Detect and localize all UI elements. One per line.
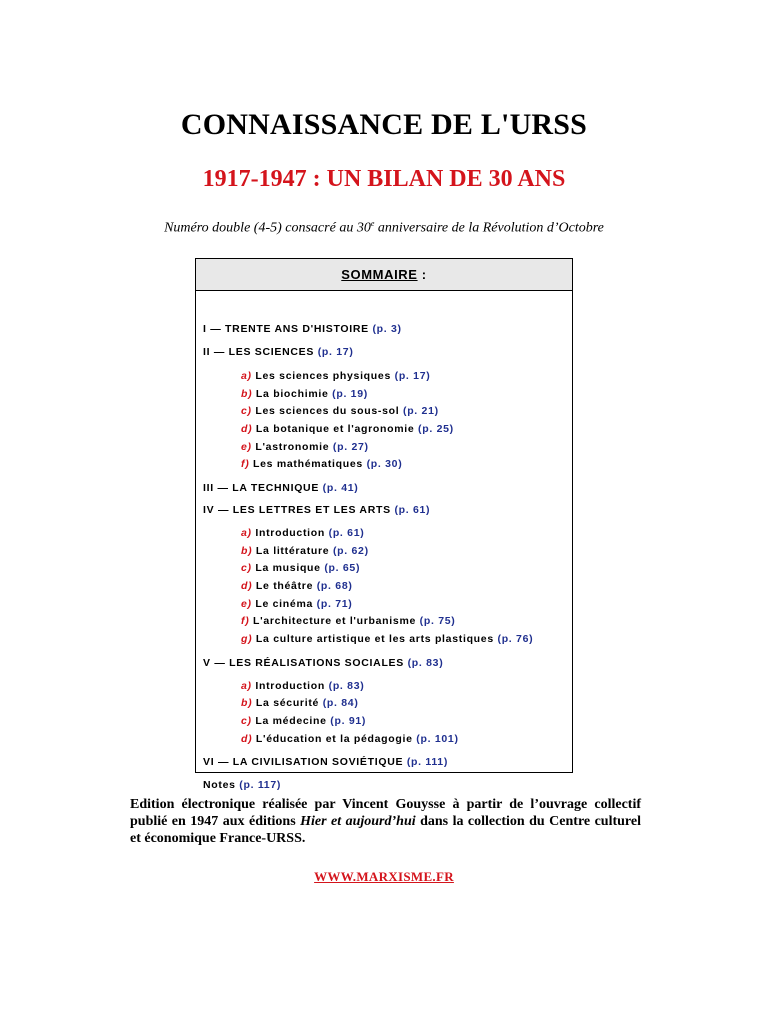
toc-entry[interactable]	[241, 562, 360, 574]
toc-entry-page-ref: (p. 27)	[332, 441, 369, 453]
table-of-contents	[195, 258, 573, 791]
toc-entry-page-ref: (p. 68)	[316, 580, 353, 592]
toc-entry-page-ref: (p. 101)	[416, 733, 459, 745]
toc-entry[interactable]	[241, 527, 364, 539]
toc-entry-page-ref: (p. 30)	[366, 458, 403, 470]
toc-entry-letter: f)	[241, 615, 250, 627]
toc-entry-page-ref: (p. 19)	[332, 388, 368, 400]
toc-entry-page-ref: (p. 61)	[328, 527, 365, 539]
toc-entry-title: La culture artistique et les arts plastiques	[252, 633, 498, 645]
toc-entry[interactable]	[241, 715, 366, 727]
toc-entry[interactable]	[241, 405, 439, 417]
toc-entry[interactable]	[203, 779, 281, 791]
toc-entry-letter: b)	[241, 388, 253, 400]
toc-entry-title: Introduction	[251, 527, 329, 539]
toc-entry-letter: d)	[241, 423, 253, 435]
toc-entry-page-ref: (p. 65)	[324, 562, 361, 574]
toc-header-label: SOMMAIRE	[341, 267, 418, 282]
toc-entry-title: La médecine	[251, 715, 331, 727]
toc-entry-title: II — LES SCIENCES	[203, 346, 318, 358]
toc-entry-title: Notes	[203, 779, 240, 791]
toc-header-colon: :	[417, 267, 427, 282]
toc-entry-title: Les sciences physiques	[251, 370, 395, 382]
toc-entry-letter: c)	[241, 562, 252, 574]
toc-entry-letter: e)	[241, 441, 252, 453]
toc-entry-letter: e)	[241, 598, 252, 610]
toc-entry-page-ref: (p. 83)	[328, 680, 365, 692]
toc-entry[interactable]	[203, 323, 402, 335]
dedication-after: anniversaire de la Révolution d’Octobre	[374, 220, 604, 236]
toc-entry[interactable]	[241, 580, 353, 592]
toc-entry-title: Introduction	[251, 680, 329, 692]
toc-entry[interactable]	[203, 756, 448, 768]
toc-entry[interactable]	[203, 482, 359, 494]
toc-entry[interactable]	[241, 598, 352, 610]
toc-entry-letter: g)	[241, 633, 253, 645]
toc-entry-title: La littérature	[252, 545, 333, 557]
toc-entry[interactable]	[241, 615, 455, 627]
document-subtitle: 1917-1947 : UN BILAN DE 30 ANS	[202, 166, 566, 192]
dedication-superscript: e	[370, 219, 375, 228]
toc-entry-page-ref: (p. 91)	[330, 715, 367, 727]
toc-entry-letter: d)	[241, 733, 253, 745]
toc-entry-page-ref: (p. 83)	[407, 657, 444, 669]
toc-entry-page-ref: (p. 61)	[394, 504, 431, 516]
toc-entry-title: V — LES RÉALISATIONS SOCIALES	[203, 657, 408, 669]
toc-entries	[196, 291, 572, 791]
toc-entry-title: La botanique et l'agronomie	[252, 423, 419, 435]
toc-entry-page-ref: (p. 76)	[497, 633, 534, 645]
website-link[interactable]: WWW.MARXISME.FR	[314, 869, 454, 884]
toc-entry-page-ref: (p. 41)	[322, 482, 359, 494]
toc-entry-title: L'astronomie	[251, 441, 333, 453]
toc-entry-page-ref: (p. 25)	[418, 423, 454, 435]
toc-entry-title: Les sciences du sous-sol	[251, 405, 403, 417]
toc-entry-page-ref: (p. 111)	[406, 756, 449, 768]
toc-entry-title: III — LA TECHNIQUE	[203, 482, 323, 494]
toc-entry-letter: c)	[241, 715, 252, 727]
toc-entry[interactable]	[203, 657, 443, 669]
toc-entry-letter: a)	[241, 370, 252, 382]
toc-entry-page-ref: (p. 84)	[322, 697, 359, 709]
toc-entry-title: Le théâtre	[252, 580, 317, 592]
toc-entry[interactable]	[241, 388, 368, 400]
toc-entry-page-ref: (p. 62)	[332, 545, 369, 557]
toc-entry-letter: f)	[241, 458, 250, 470]
toc-entry[interactable]	[241, 733, 459, 745]
toc-entry-title: La musique	[251, 562, 325, 574]
toc-entry-title: Le cinéma	[251, 598, 317, 610]
toc-entry[interactable]	[241, 680, 364, 692]
toc-entry-page-ref: (p. 75)	[419, 615, 456, 627]
colophon-part2: dans la collection du Centre culturel et économique France-URSS.	[130, 814, 641, 846]
toc-entry[interactable]	[241, 441, 369, 453]
toc-entry-title: Les mathématiques	[249, 458, 367, 470]
toc-entry-title: La sécurité	[252, 697, 323, 709]
toc-entry-page-ref: (p. 3)	[372, 323, 402, 335]
toc-entry-title: VI — LA CIVILISATION SOVIÉTIQUE	[203, 756, 407, 768]
toc-entry-page-ref: (p. 71)	[316, 598, 353, 610]
colophon	[130, 796, 641, 847]
toc-entry-title: L'éducation et la pédagogie	[252, 733, 417, 745]
toc-entry-letter: a)	[241, 680, 252, 692]
toc-entry-title: L'architecture et l'urbanisme	[249, 615, 420, 627]
toc-entry[interactable]	[203, 504, 430, 516]
toc-entry[interactable]	[241, 633, 533, 645]
toc-entry[interactable]	[241, 545, 369, 557]
toc-entry-letter: c)	[241, 405, 252, 417]
colophon-part1: Edition électronique réalisée par Vincent Gouysse à partir de l’ouvrage collectif publié en 1947 aux éditions	[130, 797, 641, 829]
toc-entry-title: IV — LES LETTRES ET LES ARTS	[203, 504, 395, 516]
toc-entry-title: I — TRENTE ANS D'HISTOIRE	[203, 323, 373, 335]
toc-entry-title: La biochimie	[252, 388, 333, 400]
toc-entry[interactable]	[241, 697, 359, 709]
dedication-text	[0, 219, 768, 237]
toc-header	[196, 259, 572, 291]
document-title: CONNAISSANCE DE L'URSS	[180, 108, 588, 141]
colophon-publisher: Hier et aujourd’hui	[300, 814, 416, 829]
toc-entry[interactable]	[203, 346, 354, 358]
toc-entry-letter: b)	[241, 545, 253, 557]
toc-entry[interactable]	[241, 458, 402, 470]
toc-entry[interactable]	[241, 370, 430, 382]
toc-entry-letter: b)	[241, 697, 253, 709]
toc-entry[interactable]	[241, 423, 454, 435]
dedication-before: Numéro double (4-5) consacré au 30	[164, 220, 371, 236]
toc-entry-letter: a)	[241, 527, 252, 539]
toc-entry-letter: d)	[241, 580, 253, 592]
toc-entry-page-ref: (p. 117)	[239, 779, 282, 791]
toc-entry-page-ref: (p. 17)	[317, 346, 354, 358]
toc-entry-page-ref: (p. 21)	[403, 405, 439, 417]
toc-entry-page-ref: (p. 17)	[394, 370, 431, 382]
